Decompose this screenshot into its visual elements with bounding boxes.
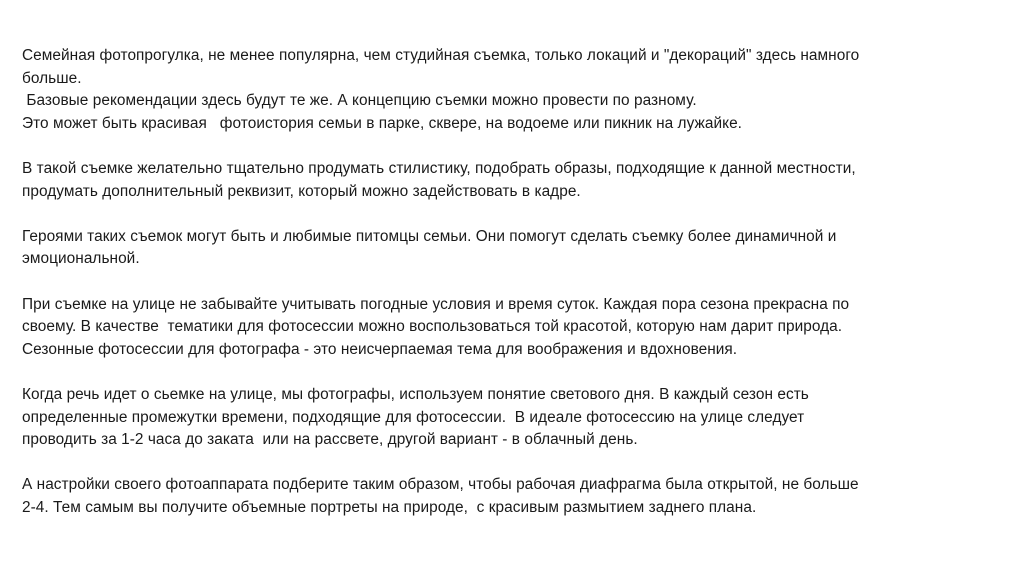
text-body — [22, 45, 1012, 519]
paragraph-line: больше. — [22, 69, 82, 87]
paragraph-line: своему. В качестве тематики для фотосессии можно воспользоваться той красотой, которую нам дарит природа. — [22, 318, 843, 336]
paragraph-gap — [22, 361, 1012, 384]
paragraph-camera-settings — [22, 474, 1012, 519]
paragraph-intro — [22, 45, 1012, 135]
paragraph-gap — [22, 203, 1012, 226]
paragraph-line: Базовые рекомендации здесь будут те же. А концепцию съемки можно провести по разному. — [22, 92, 697, 110]
paragraph-line: определенные промежутки времени, подходящие для фотосессии. В идеале фотосессию на улице следует — [22, 408, 805, 426]
paragraph-gap — [22, 271, 1012, 294]
paragraph-pets — [22, 226, 1012, 271]
paragraph-line: Сезонные фотосессии для фотографа - это неисчерпаемая тема для воображения и вдохновения. — [22, 340, 738, 358]
paragraph-line: При съемке на улице не забывайте учитывать погодные условия и время суток. Каждая пора сезона прекрасна по — [22, 295, 850, 313]
paragraph-daylight — [22, 384, 1012, 452]
paragraph-line: Героями таких съемок могут быть и любимые питомцы семьи. Они помогут сделать съемку более динамичной и — [22, 227, 837, 245]
paragraph-line: Семейная фотопрогулка, не менее популярна, чем студийная съемка, только локаций и "декораций" здесь намного — [22, 47, 860, 64]
paragraph-gap — [22, 452, 1012, 475]
paragraph-line: продумать дополнительный реквизит, который можно задействовать в кадре. — [22, 182, 581, 200]
paragraph-line: проводить за 1-2 часа до заката или на рассвете, другой вариант - в облачный день. — [22, 431, 638, 449]
paragraph-line: А настройки своего фотоаппарата подберите таким образом, чтобы рабочая диафрагма была открытой, не больше — [22, 476, 859, 494]
paragraph-line: Это может быть красивая фотоистория семьи в парке, сквере, на водоеме или пикник на лужайке. — [22, 114, 743, 132]
paragraph-line: В такой съемке желательно тщательно продумать стилистику, подобрать образы, подходящие к данной местности, — [22, 159, 856, 177]
paragraph-line: 2-4. Тем самым вы получите объемные портреты на природе, с красивым размытием заднего плана. — [22, 498, 757, 516]
paragraph-weather — [22, 294, 1012, 362]
paragraph-line: Когда речь идет о сьемке на улице, мы фотографы, используем понятие светового дня. В каждый сезон есть — [22, 385, 809, 403]
paragraph-line: эмоциональной. — [22, 250, 140, 268]
paragraph-stylistics — [22, 158, 1012, 203]
paragraph-gap — [22, 135, 1012, 158]
